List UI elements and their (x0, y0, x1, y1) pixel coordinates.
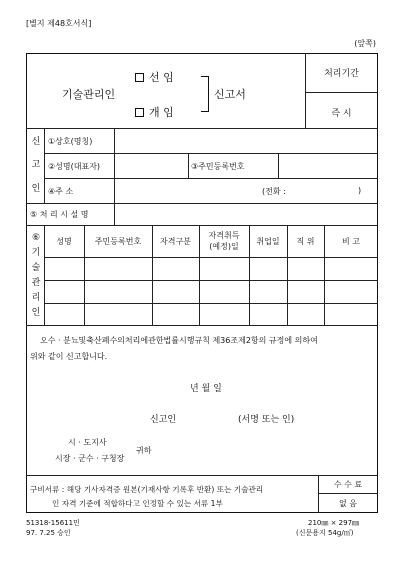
resident-number-label: ③주민등록번호 (191, 162, 245, 171)
column-header-employment-date: 취업일 (256, 237, 280, 246)
footer-approval-date: 97. 7.25 승인 (26, 529, 71, 537)
applicant-field-divider (114, 128, 115, 203)
appoint-checkbox[interactable] (135, 73, 144, 82)
signature-placeholder: (서명 또는 인) (238, 415, 295, 425)
declaration-line-1: 오수 · 분뇨및축산폐수의처리에관한법률시행규칙 제36조제2항의 규정에 의하여 (40, 336, 318, 345)
name-label: ②성명(대표자) (48, 162, 101, 171)
recipient-governor: 시 · 도지사 (68, 438, 107, 447)
form-number: [별지 제48호서식] (26, 19, 92, 28)
business-name-label: ①상호(명칭) (48, 137, 93, 146)
applicant-section-char-1: 신 (31, 137, 41, 147)
technician-top-line (26, 225, 378, 226)
applicant-signature-label: 신고인 (150, 415, 177, 425)
facility-divider (114, 203, 115, 225)
processing-period-label: 처리기간 (324, 69, 359, 79)
required-documents-line-2: 인 자격 기준에 적합하다고 인정할 수 있는 서류 1부 (52, 499, 223, 508)
page-side-label: (앞쪽) (354, 39, 376, 48)
bracket-bottom (201, 111, 209, 112)
title-left: 기술관리인 (62, 88, 116, 101)
facility-label: ⑤ 처 리 시 설 명 (30, 210, 89, 219)
facility-top-line (26, 203, 378, 204)
required-documents-line-1: 구비서류 : 해당 기사자격증 원본(기재사항 기록후 반환) 또는 기술관리 (30, 485, 264, 494)
technician-header-line (44, 257, 378, 258)
column-header-qualification-type: 자격구분 (160, 237, 191, 246)
option-dismiss[interactable] (135, 104, 174, 120)
documents-top-line (26, 475, 378, 476)
declaration-line-2: 위와 같이 신고합니다. (30, 352, 108, 361)
technician-section-char-6: 인 (31, 308, 41, 318)
declaration-top-line (26, 325, 378, 326)
header-bottom-line (26, 128, 378, 129)
technician-section-char-3: 술 (31, 263, 41, 273)
resident-number-divider-1 (188, 153, 189, 178)
declaration-date: 년 월 일 (190, 384, 222, 394)
fee-row-line (318, 493, 378, 494)
column-header-remarks: 비 고 (342, 237, 360, 246)
column-header-resident-number: 주민등록번호 (94, 237, 142, 246)
technician-section-char-2: 기 (31, 248, 41, 258)
column-header-qualification-date: 자격취득 (예정)일 (208, 231, 240, 251)
period-divider (305, 92, 378, 93)
footer-paper-size: 210㎜ × 297㎜ (308, 519, 360, 527)
technician-section-char-1: ⑥ (31, 233, 41, 243)
dismiss-label: 개 임 (149, 106, 174, 119)
address-label: ④주 소 (48, 187, 74, 196)
applicant-label-divider (44, 128, 45, 203)
applicant-row-line-2 (44, 178, 378, 179)
applicant-section-char-2: 고 (31, 160, 41, 170)
applicant-row-line-1 (44, 153, 378, 154)
technician-section-char-4: 관 (31, 278, 41, 288)
column-header-position: 직 위 (296, 237, 315, 246)
recipient-mayor: 시장 · 군수 · 구청장 (55, 454, 125, 463)
processing-period-value: 즉 시 (331, 109, 352, 119)
recipient-suffix: 귀하 (136, 446, 152, 455)
technician-row-line-1 (44, 280, 378, 281)
phone-close: ) (358, 186, 362, 195)
option-appoint[interactable] (135, 69, 174, 85)
fee-label: 수 수 료 (333, 480, 363, 489)
phone-label: (전화 : (262, 187, 286, 196)
resident-number-divider-2 (278, 153, 279, 178)
technician-row-line-2 (44, 303, 378, 304)
column-header-name: 성명 (56, 237, 72, 246)
applicant-section-char-3: 인 (31, 184, 41, 194)
fee-value: 없 음 (339, 499, 357, 508)
title-right: 신고서 (214, 88, 246, 101)
footer-form-code: 51318-15611민 (26, 519, 80, 527)
bracket-side (201, 76, 209, 111)
footer-paper-type: (신문용지 54g/㎡) (296, 529, 354, 537)
technician-section-char-5: 리 (31, 293, 41, 303)
dismiss-checkbox[interactable] (135, 108, 144, 117)
appoint-label: 선 임 (149, 71, 174, 84)
